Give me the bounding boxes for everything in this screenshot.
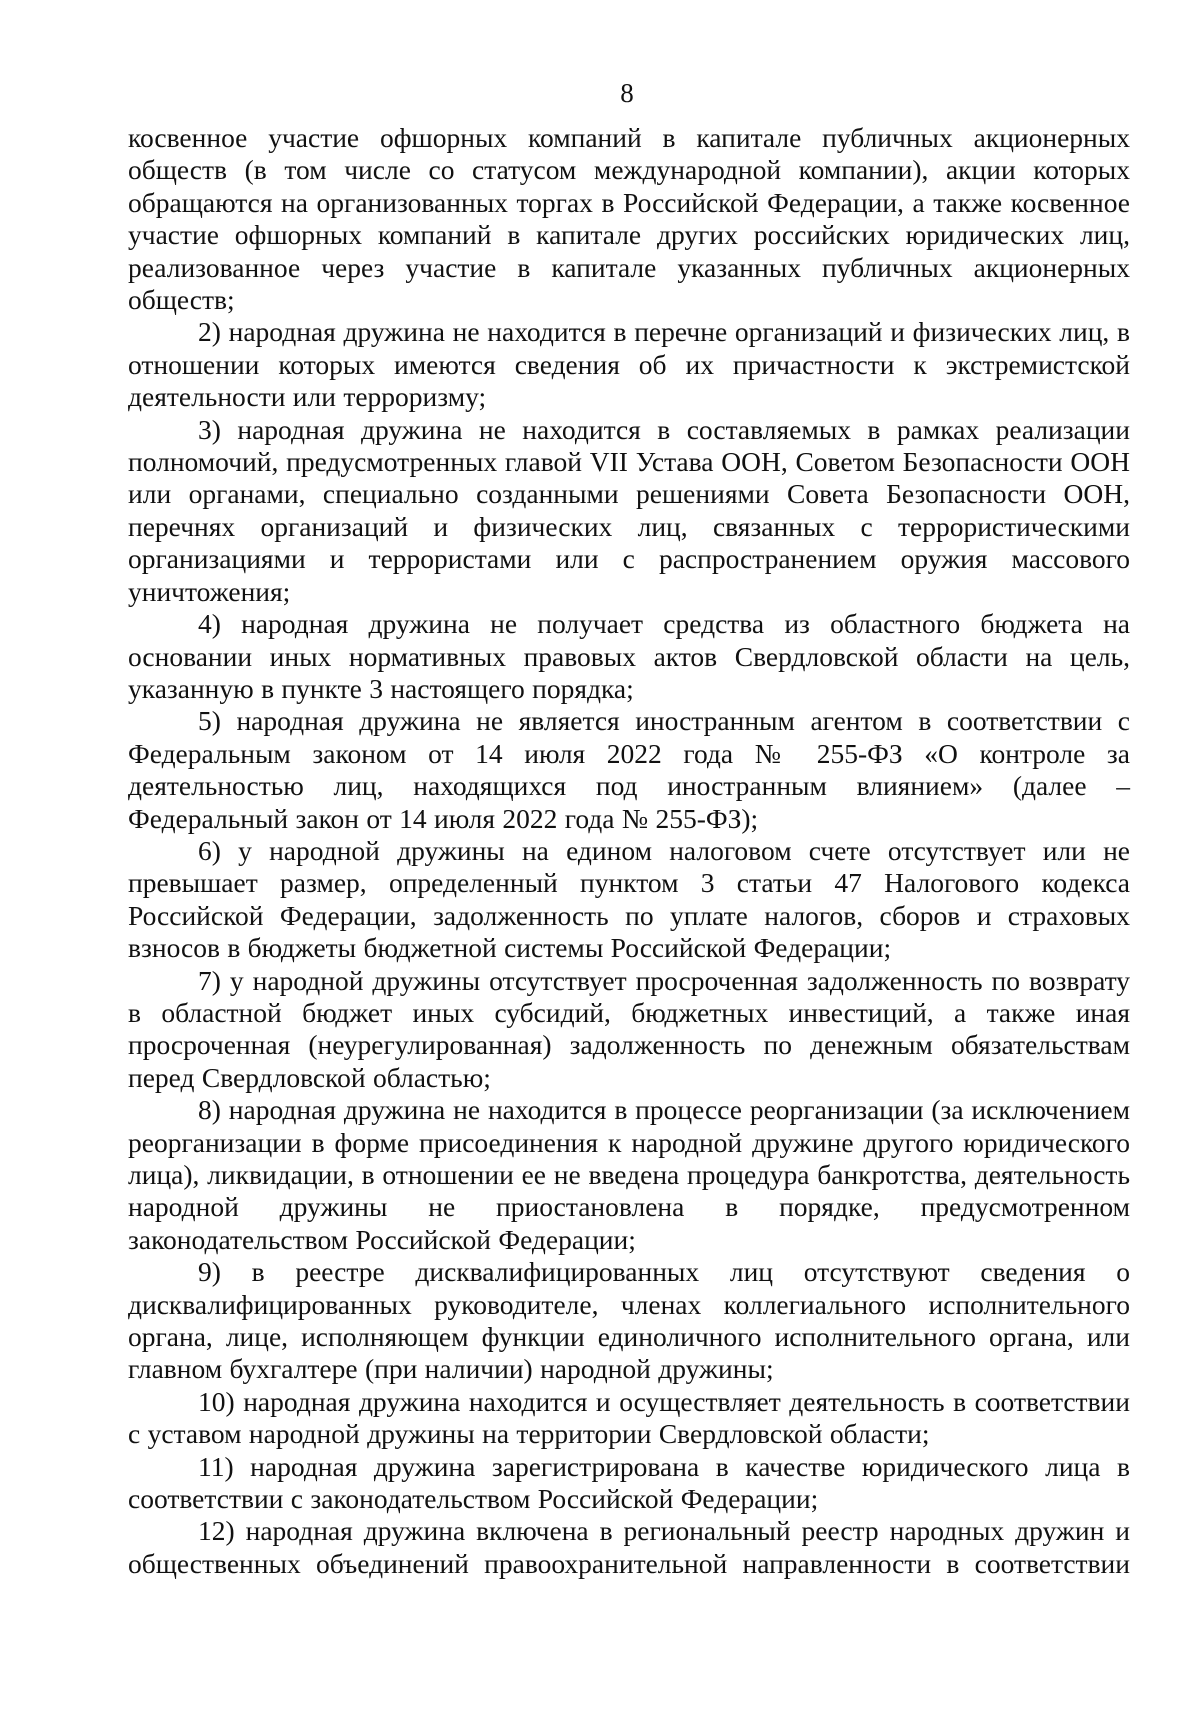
paragraph-item-11: 11) народная дружина зарегистрирована в качестве юридического лица в соответствии с законодательством Российской Федерации; — [128, 1450, 1130, 1515]
paragraph-item-9: 9) в реестре дисквалифицированных лиц отсутствуют сведения о дисквалифицированных руководителе, членах коллегиального исполнительного органа, лице, исполняющем функции единоличного исполнительного органа, или главном бухгалтере (при наличии) народной дружины; — [128, 1256, 1130, 1385]
paragraph-item-7: 7) у народной дружины отсутствует просроченная задолженность по возврату в областной бюджет иных субсидий, бюджетных инвестиций, а также иная просроченная (неурегулированная) задолженность по денежным обязательствам перед Свердловской областью; — [128, 964, 1130, 1093]
paragraph-item-12: 12) народная дружина включена в региональный реестр народных дружин и общественных объединений правоохранительной направленности в соответствии — [128, 1515, 1130, 1579]
paragraph-item-10: 10) народная дружина находится и осуществляет деятельность в соответствии с уставом народной дружины на территории Свердловской области; — [128, 1385, 1130, 1450]
page-number: 8 — [620, 78, 634, 108]
paragraph-item-5: 5) народная дружина не является иностранным агентом в соответствии с Федеральным законом от 14 июля 2022 года № 255-ФЗ «О контроле за деятельностью лиц, находящихся под иностранным влиянием» (далее – Федеральный закон от 14 июля 2022 года № 255-ФЗ); — [128, 705, 1130, 834]
paragraph-item-8: 8) народная дружина не находится в процессе реорганизации (за исключением реорганизации в форме присоединения к народной дружине другого юридического лица), ликвидации, в отношении ее не введена процедура банкротства, деятельность народной дружины не приостановлена в порядке, предусмотренном законодательством Российской Федерации; — [128, 1094, 1130, 1255]
paragraph-continuation: косвенное участие офшорных компаний в капитале публичных акционерных обществ (в том числе со статусом международной компании), акции которых обращаются на организованных торгах в Российской Федерации, а также косвенное участие офшорных компаний в капитале других российских юридических лиц, реализованное через участие в капитале указанных публичных акционерных обществ; — [128, 122, 1130, 316]
paragraph-item-3: 3) народная дружина не находится в составляемых в рамках реализации полномочий, предусмотренных главой VII Устава ООН, Советом Безопасности ООН или органами, специально созданными решениями Совета Безопасности ООН, перечнях организаций и физических лиц, связанных с террористическими организациями и террористами или с распространением оружия массового уничтожения; — [128, 413, 1130, 607]
paragraph-item-2: 2) народная дружина не находится в перечне организаций и физических лиц, в отношении которых имеются сведения об их причастности к экстремистской деятельности или терроризму; — [128, 316, 1130, 413]
paragraph-item-4: 4) народная дружина не получает средства из областного бюджета на основании иных нормативных правовых актов Свердловской области на цель, указанную в пункте 3 настоящего порядка; — [128, 608, 1130, 704]
document-body — [128, 122, 1130, 1580]
paragraph-item-6: 6) у народной дружины на едином налоговом счете отсутствует или не превышает размер, определенный пунктом 3 статьи 47 Налогового кодекса Российской Федерации, задолженность по уплате налогов, сборов и страховых взносов в бюджеты бюджетной системы Российской Федерации; — [128, 834, 1130, 964]
